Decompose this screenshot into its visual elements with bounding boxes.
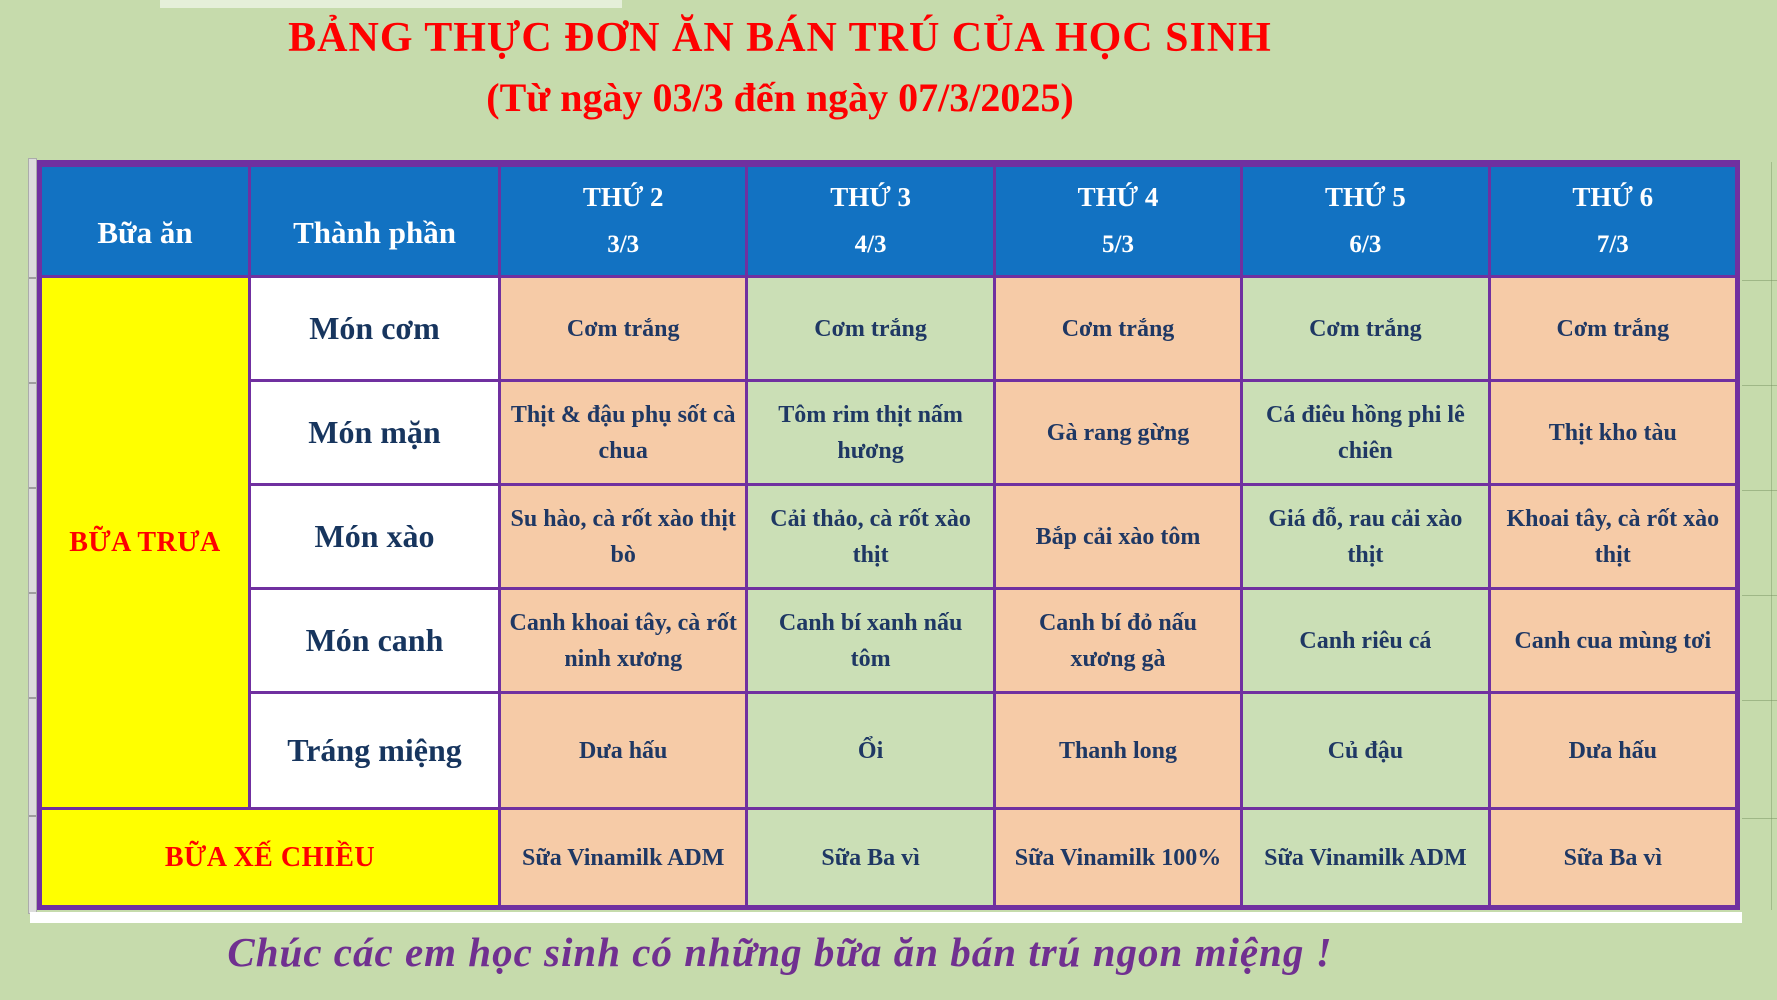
component-mon-xao: Món xào <box>251 486 498 587</box>
gutter-tick <box>29 382 36 384</box>
menu-cell: Ổi <box>748 694 992 807</box>
day-date: 5/3 <box>1102 231 1134 258</box>
page-title: BẢNG THỰC ĐƠN ĂN BÁN TRÚ CỦA HỌC SINH <box>288 15 1272 61</box>
menu-cell: Củ đậu <box>1243 694 1487 807</box>
menu-cell: Canh khoai tây, cà rốt ninh xương <box>501 590 745 691</box>
component-trang-mieng: Tráng miệng <box>251 694 498 807</box>
menu-cell: Dưa hấu <box>501 694 745 807</box>
menu-cell: Canh cua mùng tơi <box>1491 590 1735 691</box>
menu-cell: Cơm trắng <box>1491 278 1735 379</box>
gutter-tick <box>29 487 36 489</box>
lunch-section-label: BỮA TRƯA <box>42 278 248 807</box>
menu-cell: Su hào, cà rốt xào thịt bò <box>501 486 745 587</box>
header-component: Thành phần <box>251 167 498 275</box>
menu-cell: Cơm trắng <box>996 278 1240 379</box>
header-day-thu6 <box>1491 167 1735 275</box>
spreadsheet-row-gutter <box>28 158 37 914</box>
menu-cell: Cải thảo, cà rốt xào thịt <box>748 486 992 587</box>
day-date: 6/3 <box>1349 231 1382 258</box>
gutter-tick <box>29 815 36 817</box>
header-day-thu5 <box>1243 167 1487 275</box>
component-mon-com: Món cơm <box>251 278 498 379</box>
menu-cell: Cá điêu hồng phi lê chiên <box>1243 382 1487 483</box>
day-date: 3/3 <box>607 231 640 258</box>
component-mon-man: Món mặn <box>251 382 498 483</box>
gutter-tick <box>29 697 36 699</box>
gutter-tick <box>29 277 36 279</box>
table-bottom-strip <box>30 912 1742 923</box>
menu-cell: Sữa Vinamilk ADM <box>501 810 745 905</box>
top-highlight-strip <box>160 0 622 8</box>
menu-cell: Sữa Ba vì <box>748 810 992 905</box>
menu-cell: Cơm trắng <box>1243 278 1487 379</box>
day-label: THỨ 6 <box>1572 182 1654 212</box>
menu-cell: Dưa hấu <box>1491 694 1735 807</box>
menu-cell: Giá đỗ, rau cải xào thịt <box>1243 486 1487 587</box>
footer <box>0 928 1560 976</box>
header-day-thu4 <box>996 167 1240 275</box>
afternoon-section-label: BỮA XẾ CHIỀU <box>42 810 498 905</box>
menu-cell: Tôm rim thịt nấm hương <box>748 382 992 483</box>
gutter-tick <box>29 592 36 594</box>
day-label: THỨ 2 <box>582 182 664 212</box>
page-heading <box>0 14 1560 120</box>
page-subtitle: (Từ ngày 03/3 đến ngày 07/3/2025) <box>486 75 1074 121</box>
day-label: THỨ 4 <box>1077 182 1159 212</box>
menu-cell: Canh bí đỏ nấu xương gà <box>996 590 1240 691</box>
header-day-thu3 <box>748 167 992 275</box>
menu-cell: Bắp cải xào tôm <box>996 486 1240 587</box>
footer-message: Chúc các em học sinh có những bữa ăn bán trú ngon miệng ! <box>227 929 1333 975</box>
menu-cell: Gà rang gừng <box>996 382 1240 483</box>
menu-cell: Sữa Ba vì <box>1491 810 1735 905</box>
menu-table <box>37 160 1740 910</box>
menu-cell: Khoai tây, cà rốt xào thịt <box>1491 486 1735 587</box>
menu-cell: Canh riêu cá <box>1243 590 1487 691</box>
menu-cell: Sữa Vinamilk 100% <box>996 810 1240 905</box>
header-day-thu2 <box>501 167 745 275</box>
day-date: 7/3 <box>1596 231 1629 258</box>
menu-cell: Canh bí xanh nấu tôm <box>748 590 992 691</box>
menu-cell: Cơm trắng <box>501 278 745 379</box>
menu-cell: Cơm trắng <box>748 278 992 379</box>
menu-cell: Thanh long <box>996 694 1240 807</box>
day-label: THỨ 3 <box>830 182 911 212</box>
day-label: THỨ 5 <box>1325 182 1406 212</box>
header-meal: Bữa ăn <box>42 167 248 275</box>
menu-cell: Thịt kho tàu <box>1491 382 1735 483</box>
component-mon-canh: Món canh <box>251 590 498 691</box>
menu-cell: Sữa Vinamilk ADM <box>1243 810 1487 905</box>
spreadsheet-gridline-vertical <box>1771 162 1772 910</box>
menu-cell: Thịt & đậu phụ sốt cà chua <box>501 382 745 483</box>
day-date: 4/3 <box>854 231 887 258</box>
